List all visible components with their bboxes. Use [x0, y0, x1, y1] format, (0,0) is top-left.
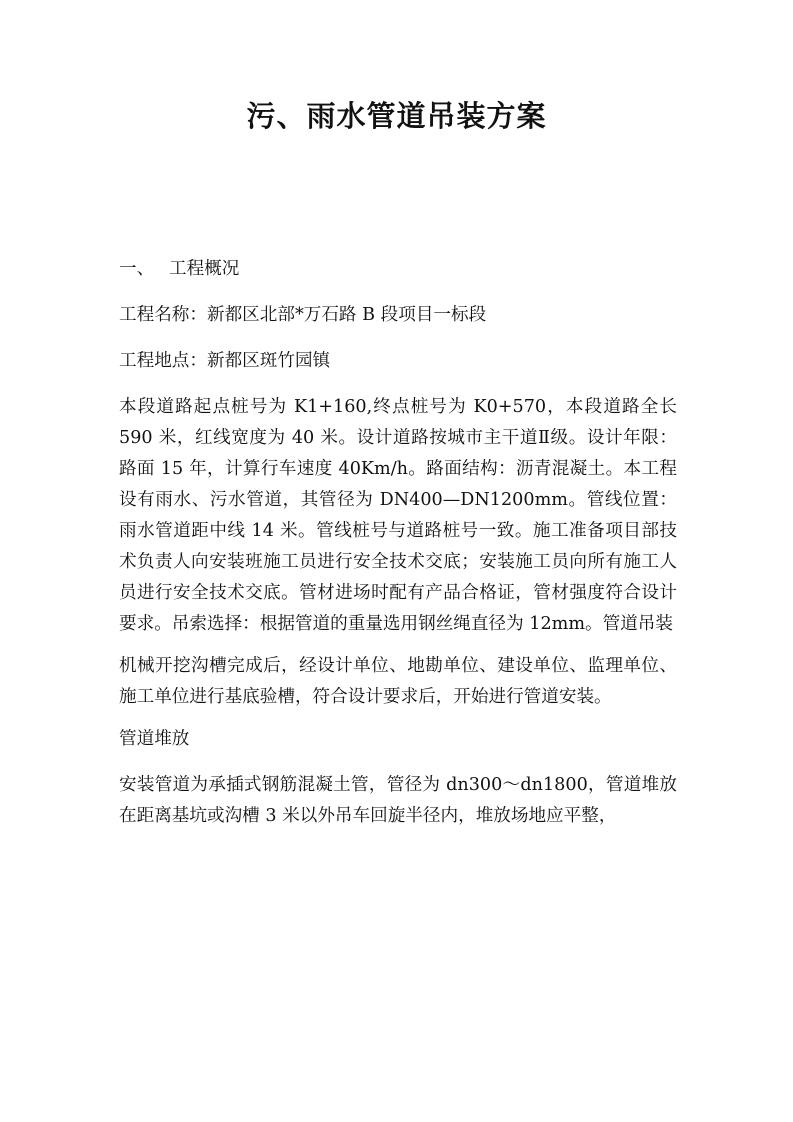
- pipe-stacking-paragraph: 安装管道为承插式钢筋混凝土管，管径为 dn300～dn1800，管道堆放在距离基坑或沟槽 3 米以外吊车回旋半径内，堆放场地应平整，: [119, 775, 677, 826]
- document-title: 污、雨水管道吊装方案: [246, 99, 547, 133]
- project-overview-paragraph: 本段道路起点桩号为 K1+160,终点桩号为 K0+570，本段道路全长 590 米，红线宽度为 40 米。设计道路按城市主干道Ⅱ级。设计年限：路面 15 年，计算行车速度 40Km/h。路面结构：沥青混凝土。本工程设有雨水、污水管道，其管径为 DN400—DN1200mm。管线位置：雨水管道距中线 14 米。管线桩号与道路桩号一致。施工准备项目部技术负责人向安装班施工员进行安全技术交底；安装施工员向所有施工人员进行安全技术交底。管材进场时配有产品合格证，管材强度符合设计要求。吊索选择：根据管道的重量选用钢丝绳直径为 12mm。管道吊装: [119, 397, 677, 634]
- section-heading-text: 工程概况: [169, 259, 240, 279]
- project-location-paragraph: 工程地点：新都区斑竹园镇: [119, 351, 331, 371]
- section-number: 一、: [119, 259, 155, 279]
- section-heading: [119, 254, 677, 285]
- pipe-stacking-heading: 管道堆放: [119, 729, 190, 749]
- excavation-paragraph: 机械开挖沟槽完成后，经设计单位、地勘单位、建设单位、监理单位、施工单位进行基底验槽，符合设计要求后，开始进行管道安装。: [119, 656, 677, 707]
- project-name-paragraph: 工程名称：新都区北部*万石路 B 段项目一标段: [119, 305, 487, 325]
- document-body: [119, 254, 677, 843]
